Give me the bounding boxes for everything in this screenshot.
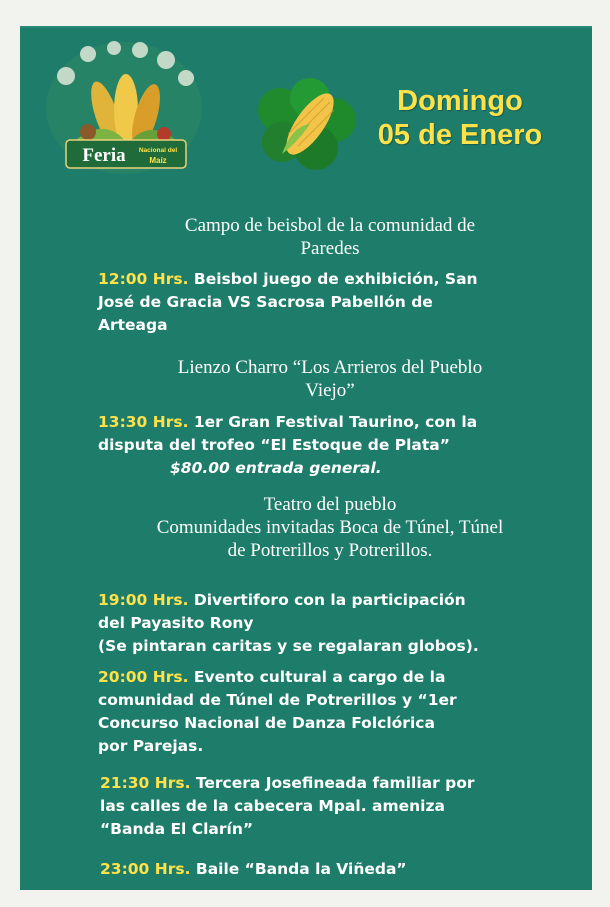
svg-text:Maíz: Maíz xyxy=(149,156,167,165)
date-value: 05 de Enero xyxy=(377,119,543,151)
event-item xyxy=(98,268,568,337)
event-description: Tercera Josefineada familiar por las calles de la cabecera Mpal. ameniza “Banda El Clarín” xyxy=(100,774,475,838)
feria-nacional-del-maiz-logo xyxy=(36,36,206,184)
event-description: Baile “Banda la Viñeda” xyxy=(195,860,407,878)
event-description: 1er Gran Festival Taurino, con la disputa del trofeo “El Estoque de Plata” xyxy=(98,413,478,454)
event-time: 19:00 Hrs. xyxy=(98,591,189,609)
event-time: 23:00 Hrs. xyxy=(100,860,191,878)
venue-lienzo-charro: Lienzo Charro “Los Arrieros del Pueblo Viejo” xyxy=(177,357,483,401)
event-item xyxy=(98,411,568,480)
event-time: 12:00 Hrs. xyxy=(98,270,189,288)
event-item xyxy=(98,589,568,658)
event-poster xyxy=(20,26,592,890)
event-item xyxy=(100,772,570,841)
event-price: $80.00 entrada general. xyxy=(170,459,382,477)
event-description: Evento cultural a cargo de la comunidad de Túnel de Potrerillos y “1er Concurso Nacional de Danza Folclórica por Parejas. xyxy=(98,668,457,755)
event-item xyxy=(98,666,568,758)
corn-cob-icon xyxy=(252,76,362,176)
event-time: 13:30 Hrs. xyxy=(98,413,189,431)
logo-title: Feria xyxy=(82,145,126,166)
venue-teatro-del-pueblo: Teatro del pueblo Comunidades invitadas Boca de Túnel, Túnel de Potrerillos y Potrerillos. xyxy=(156,494,504,561)
event-item xyxy=(100,858,570,881)
svg-text:Nacional del: Nacional del xyxy=(138,147,178,154)
event-time: 21:30 Hrs. xyxy=(100,774,191,792)
venue-baseball-field: Campo de beisbol de la comunidad de Paredes xyxy=(184,215,476,259)
event-time: 20:00 Hrs. xyxy=(98,668,189,686)
date-day: Domingo xyxy=(397,85,523,117)
event-date xyxy=(350,84,570,152)
event-description: Divertiforo con la participación del Payasito Rony (Se pintaran caritas y se regalaran globos). xyxy=(98,591,479,655)
event-description: Beisbol juego de exhibición, San José de Gracia VS Sacrosa Pabellón de Arteaga xyxy=(98,270,478,334)
